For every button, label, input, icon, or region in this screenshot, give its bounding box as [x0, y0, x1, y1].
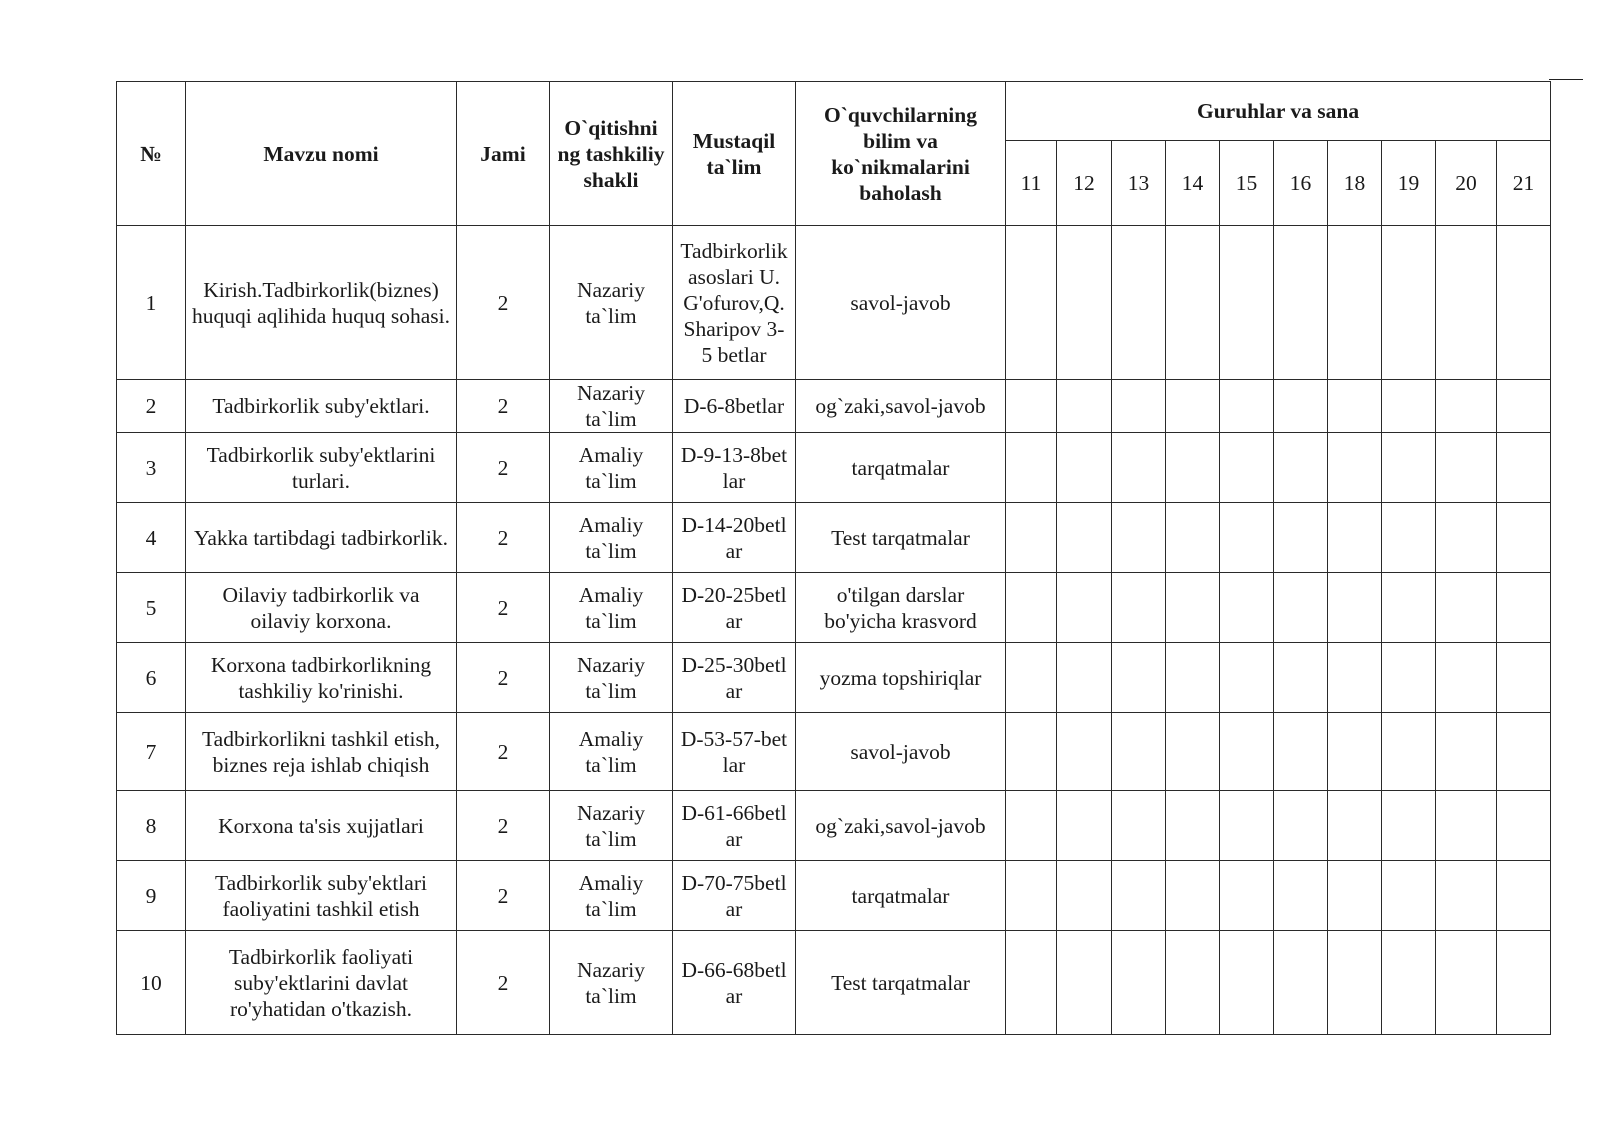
date-cell-21[interactable]: [1497, 791, 1551, 861]
row-independent: D-6-8betlar: [673, 380, 796, 433]
date-cell-16[interactable]: [1274, 931, 1328, 1035]
row-number: 8: [117, 791, 186, 861]
row-total: 2: [457, 861, 550, 931]
date-cell-12[interactable]: [1057, 713, 1112, 791]
date-cell-15[interactable]: [1220, 861, 1274, 931]
date-cell-15[interactable]: [1220, 713, 1274, 791]
date-cell-21[interactable]: [1497, 713, 1551, 791]
date-cell-16[interactable]: [1274, 573, 1328, 643]
date-cell-16[interactable]: [1274, 643, 1328, 713]
row-assessment: yozma topshiriqlar: [796, 643, 1006, 713]
date-cell-15[interactable]: [1220, 433, 1274, 503]
date-cell-19[interactable]: [1382, 713, 1436, 791]
date-cell-21[interactable]: [1497, 503, 1551, 573]
row-independent: D-61-66betlar: [673, 791, 796, 861]
date-cell-16[interactable]: [1274, 791, 1328, 861]
date-cell-12[interactable]: [1057, 643, 1112, 713]
date-cell-19[interactable]: [1382, 791, 1436, 861]
corner-line: [1549, 79, 1583, 80]
date-cell-14[interactable]: [1166, 573, 1220, 643]
date-cell-13[interactable]: [1112, 713, 1166, 791]
date-cell-18[interactable]: [1328, 713, 1382, 791]
row-number: 3: [117, 433, 186, 503]
header-row: [117, 82, 1551, 141]
row-topic: Yakka tartibdagi tadbirkorlik.: [186, 503, 457, 573]
date-cell-11[interactable]: [1006, 226, 1057, 380]
date-cell-19[interactable]: [1382, 503, 1436, 573]
row-total: 2: [457, 713, 550, 791]
header-topic: Mavzu nomi: [186, 82, 457, 226]
date-cell-18[interactable]: [1328, 643, 1382, 713]
date-cell-12[interactable]: [1057, 226, 1112, 380]
date-cell-13[interactable]: [1112, 931, 1166, 1035]
row-assessment: Test tarqatmalar: [796, 931, 1006, 1035]
date-cell-11[interactable]: [1006, 433, 1057, 503]
date-cell-13[interactable]: [1112, 503, 1166, 573]
date-cell-21[interactable]: [1497, 433, 1551, 503]
row-assessment: og`zaki,savol-javob: [796, 791, 1006, 861]
date-cell-19[interactable]: [1382, 643, 1436, 713]
row-total: 2: [457, 573, 550, 643]
row-independent: D-9-13-8betlar: [673, 433, 796, 503]
row-assessment: tarqatmalar: [796, 861, 1006, 931]
date-cell-20[interactable]: [1436, 643, 1497, 713]
row-total: 2: [457, 643, 550, 713]
date-cell-13[interactable]: [1112, 643, 1166, 713]
row-number: 1: [117, 226, 186, 380]
date-cell-20[interactable]: [1436, 713, 1497, 791]
row-form: Nazariy ta`lim: [550, 643, 673, 713]
row-form: Nazariy ta`lim: [550, 380, 673, 433]
table-row: [117, 433, 1551, 503]
table-row: [117, 791, 1551, 861]
row-independent: D-53-57-betlar: [673, 713, 796, 791]
date-cell-14[interactable]: [1166, 503, 1220, 573]
table-row: [117, 380, 1551, 433]
date-cell-21[interactable]: [1497, 380, 1551, 433]
date-cell-13[interactable]: [1112, 791, 1166, 861]
row-number: 9: [117, 861, 186, 931]
date-cell-13[interactable]: [1112, 861, 1166, 931]
row-assessment: o'tilgan darslar bo'yicha krasvord: [796, 573, 1006, 643]
date-cell-18[interactable]: [1328, 226, 1382, 380]
date-cell-11[interactable]: [1006, 503, 1057, 573]
row-number: 5: [117, 573, 186, 643]
row-independent: D-66-68betlar: [673, 931, 796, 1035]
row-total: 2: [457, 791, 550, 861]
row-topic: Tadbirkorlik suby'ektlari.: [186, 380, 457, 433]
row-total: 2: [457, 226, 550, 380]
date-cell-16[interactable]: [1274, 861, 1328, 931]
row-form: Nazariy ta`lim: [550, 931, 673, 1035]
row-topic: Tadbirkorlik suby'ektlari faoliyatini tashkil etish: [186, 861, 457, 931]
header-number: №: [117, 82, 186, 226]
row-form: Amaliy ta`lim: [550, 503, 673, 573]
day-header-18: 18: [1328, 141, 1382, 226]
date-cell-12[interactable]: [1057, 380, 1112, 433]
date-cell-20[interactable]: [1436, 433, 1497, 503]
date-cell-19[interactable]: [1382, 931, 1436, 1035]
header-groups: Guruhlar va sana: [1006, 82, 1551, 141]
date-cell-15[interactable]: [1220, 791, 1274, 861]
date-cell-21[interactable]: [1497, 573, 1551, 643]
table-row: [117, 931, 1551, 1035]
date-cell-21[interactable]: [1497, 226, 1551, 380]
date-cell-14[interactable]: [1166, 931, 1220, 1035]
date-cell-14[interactable]: [1166, 791, 1220, 861]
row-independent: Tadbirkorlik asoslari U.G'ofurov,Q.Sharipov 3-5 betlar: [673, 226, 796, 380]
row-topic: Korxona tadbirkorlikning tashkiliy ko'rinishi.: [186, 643, 457, 713]
table-row: [117, 573, 1551, 643]
row-assessment: tarqatmalar: [796, 433, 1006, 503]
date-cell-12[interactable]: [1057, 503, 1112, 573]
row-form: Amaliy ta`lim: [550, 713, 673, 791]
date-cell-15[interactable]: [1220, 380, 1274, 433]
date-cell-19[interactable]: [1382, 861, 1436, 931]
date-cell-13[interactable]: [1112, 226, 1166, 380]
row-topic: Korxona ta'sis xujjatlari: [186, 791, 457, 861]
day-header-19: 19: [1382, 141, 1436, 226]
date-cell-11[interactable]: [1006, 573, 1057, 643]
row-topic: Oilaviy tadbirkorlik va oilaviy korxona.: [186, 573, 457, 643]
date-cell-12[interactable]: [1057, 931, 1112, 1035]
row-total: 2: [457, 380, 550, 433]
date-cell-12[interactable]: [1057, 573, 1112, 643]
row-form: Nazariy ta`lim: [550, 791, 673, 861]
date-cell-11[interactable]: [1006, 643, 1057, 713]
table-row: [117, 503, 1551, 573]
date-cell-21[interactable]: [1497, 931, 1551, 1035]
date-cell-15[interactable]: [1220, 931, 1274, 1035]
day-header-20: 20: [1436, 141, 1497, 226]
header-assessment: O`quvchilarning bilim va ko`nikmalarini baholash: [796, 82, 1006, 226]
day-header-12: 12: [1057, 141, 1112, 226]
row-number: 6: [117, 643, 186, 713]
row-form: Nazariy ta`lim: [550, 226, 673, 380]
date-cell-14[interactable]: [1166, 713, 1220, 791]
date-cell-11[interactable]: [1006, 713, 1057, 791]
table-body: [117, 226, 1551, 1035]
row-total: 2: [457, 931, 550, 1035]
date-cell-18[interactable]: [1328, 791, 1382, 861]
row-total: 2: [457, 433, 550, 503]
date-cell-19[interactable]: [1382, 380, 1436, 433]
date-cell-15[interactable]: [1220, 503, 1274, 573]
day-header-13: 13: [1112, 141, 1166, 226]
date-cell-20[interactable]: [1436, 503, 1497, 573]
date-cell-18[interactable]: [1328, 573, 1382, 643]
header-form: O`qitishni ng tashkiliy shakli: [550, 82, 673, 226]
date-cell-20[interactable]: [1436, 791, 1497, 861]
date-cell-20[interactable]: [1436, 380, 1497, 433]
date-cell-21[interactable]: [1497, 861, 1551, 931]
date-cell-18[interactable]: [1328, 931, 1382, 1035]
row-assessment: savol-javob: [796, 226, 1006, 380]
date-cell-11[interactable]: [1006, 380, 1057, 433]
row-number: 10: [117, 931, 186, 1035]
date-cell-18[interactable]: [1328, 861, 1382, 931]
row-independent: D-70-75betlar: [673, 861, 796, 931]
date-cell-11[interactable]: [1006, 861, 1057, 931]
date-cell-19[interactable]: [1382, 226, 1436, 380]
row-assessment: og`zaki,savol-javob: [796, 380, 1006, 433]
date-cell-16[interactable]: [1274, 226, 1328, 380]
date-cell-15[interactable]: [1220, 573, 1274, 643]
date-cell-14[interactable]: [1166, 643, 1220, 713]
date-cell-21[interactable]: [1497, 643, 1551, 713]
row-topic: Tadbirkorlik suby'ektlarini turlari.: [186, 433, 457, 503]
row-form: Amaliy ta`lim: [550, 433, 673, 503]
row-topic: Tadbirkorlik faoliyati suby'ektlarini davlat ro'yhatidan o'tkazish.: [186, 931, 457, 1035]
date-cell-13[interactable]: [1112, 573, 1166, 643]
date-cell-18[interactable]: [1328, 380, 1382, 433]
day-header-21: 21: [1497, 141, 1551, 226]
date-cell-13[interactable]: [1112, 433, 1166, 503]
table-row: [117, 226, 1551, 380]
date-cell-12[interactable]: [1057, 433, 1112, 503]
date-cell-20[interactable]: [1436, 226, 1497, 380]
date-cell-12[interactable]: [1057, 791, 1112, 861]
date-cell-11[interactable]: [1006, 931, 1057, 1035]
row-independent: D-20-25betlar: [673, 573, 796, 643]
date-cell-15[interactable]: [1220, 226, 1274, 380]
date-cell-11[interactable]: [1006, 791, 1057, 861]
row-independent: D-25-30betlar: [673, 643, 796, 713]
date-cell-20[interactable]: [1436, 573, 1497, 643]
date-cell-16[interactable]: [1274, 713, 1328, 791]
day-header-16: 16: [1274, 141, 1328, 226]
row-number: 2: [117, 380, 186, 433]
date-cell-19[interactable]: [1382, 433, 1436, 503]
header-total: Jami: [457, 82, 550, 226]
day-header-15: 15: [1220, 141, 1274, 226]
date-cell-16[interactable]: [1274, 433, 1328, 503]
date-cell-14[interactable]: [1166, 380, 1220, 433]
date-cell-20[interactable]: [1436, 931, 1497, 1035]
lesson-plan-table: [116, 81, 1551, 1035]
row-number: 4: [117, 503, 186, 573]
row-assessment: savol-javob: [796, 713, 1006, 791]
row-independent: D-14-20betlar: [673, 503, 796, 573]
date-cell-18[interactable]: [1328, 433, 1382, 503]
row-topic: Kirish.Tadbirkorlik(biznes) huquqi aqlihida huquq sohasi.: [186, 226, 457, 380]
table-row: [117, 643, 1551, 713]
date-cell-14[interactable]: [1166, 226, 1220, 380]
table-row: [117, 861, 1551, 931]
table-row: [117, 713, 1551, 791]
day-header-11: 11: [1006, 141, 1057, 226]
date-cell-16[interactable]: [1274, 503, 1328, 573]
row-assessment: Test tarqatmalar: [796, 503, 1006, 573]
row-topic: Tadbirkorlikni tashkil etish, biznes reja ishlab chiqish: [186, 713, 457, 791]
date-cell-18[interactable]: [1328, 503, 1382, 573]
date-cell-15[interactable]: [1220, 643, 1274, 713]
date-cell-16[interactable]: [1274, 380, 1328, 433]
date-cell-13[interactable]: [1112, 380, 1166, 433]
date-cell-19[interactable]: [1382, 573, 1436, 643]
row-form: Amaliy ta`lim: [550, 573, 673, 643]
date-cell-14[interactable]: [1166, 861, 1220, 931]
row-total: 2: [457, 503, 550, 573]
row-number: 7: [117, 713, 186, 791]
date-cell-20[interactable]: [1436, 861, 1497, 931]
date-cell-12[interactable]: [1057, 861, 1112, 931]
header-independent: Mustaqil ta`lim: [673, 82, 796, 226]
date-cell-14[interactable]: [1166, 433, 1220, 503]
row-form: Amaliy ta`lim: [550, 861, 673, 931]
day-header-14: 14: [1166, 141, 1220, 226]
